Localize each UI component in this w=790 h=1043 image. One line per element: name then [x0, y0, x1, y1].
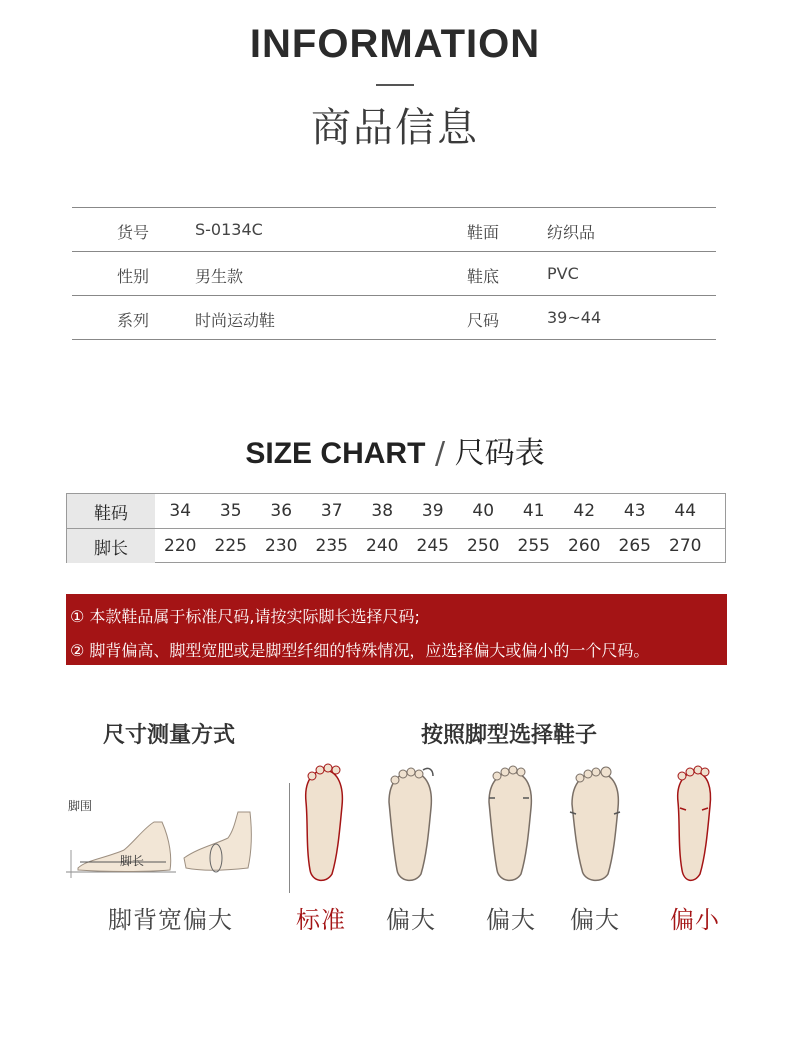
size-chart-title-cn: 尺码表 — [454, 436, 545, 471]
foot-girth-label: 脚围 — [68, 799, 93, 813]
notice-line: ① 本款鞋品属于标准尺码,请按实际脚长选择尺码; — [70, 607, 420, 626]
foot-measure-illustration — [66, 810, 281, 885]
section-divider — [289, 783, 290, 893]
foot-length-cell: 250 — [467, 536, 500, 556]
info-key: 鞋面 — [467, 223, 500, 242]
notice-line: ② 脚背偏高、脚型宽肥或是脚型纤细的特殊情况，应选择偏大或偏小的一个尺码。 — [70, 641, 650, 660]
foot-length-cell: 255 — [517, 536, 550, 556]
page-title-cn: 商品信息 — [311, 105, 479, 151]
caption-larger: 偏大 — [570, 906, 620, 934]
foot-length-cell: 225 — [214, 536, 247, 556]
page-title-en: INFORMATION — [249, 22, 541, 66]
shoe-size-cell: 37 — [320, 501, 343, 521]
caption-larger: 偏大 — [486, 906, 536, 934]
foot-length-cell: 235 — [315, 536, 348, 556]
size-chart-title-separator: / — [434, 436, 446, 471]
info-value: 男生款 — [195, 267, 244, 286]
shoe-size-cell: 40 — [472, 501, 495, 521]
foot-wide-icon — [568, 762, 623, 884]
info-value: PVC — [547, 264, 579, 283]
caption-standard: 标准 — [296, 906, 346, 934]
shoe-size-cell: 34 — [169, 501, 192, 521]
info-key: 性别 — [117, 267, 150, 286]
shoe-size-cell: 39 — [421, 501, 444, 521]
size-row-shoe-size — [67, 494, 725, 528]
info-table — [72, 207, 716, 340]
shoe-size-cell: 35 — [219, 501, 242, 521]
foot-narrow-icon — [668, 762, 718, 884]
info-value: 时尚运动鞋 — [195, 311, 276, 330]
caption-larger: 偏大 — [386, 906, 436, 934]
size-row-foot-length — [67, 528, 725, 563]
size-chart-title-en: SIZE CHART — [245, 437, 426, 470]
foot-length-cell: 260 — [568, 536, 601, 556]
info-key: 鞋底 — [467, 267, 500, 286]
foot-type-title: 按照脚型选择鞋子 — [421, 723, 598, 748]
foot-length-cell: 230 — [265, 536, 298, 556]
foot-wide-top-icon — [483, 762, 538, 884]
foot-standard-icon — [298, 762, 348, 884]
size-chart-title — [0, 428, 790, 472]
foot-length-cell: 240 — [366, 536, 399, 556]
shoe-size-cell: 42 — [573, 501, 596, 521]
notice-banner — [66, 594, 727, 665]
info-row — [72, 208, 716, 252]
size-cells — [155, 501, 711, 521]
foot-length-label: 脚长 — [120, 854, 145, 868]
foot-length-cell: 245 — [416, 536, 449, 556]
shoe-size-cell: 36 — [270, 501, 293, 521]
size-cells — [155, 536, 711, 556]
size-table — [66, 493, 726, 563]
shoe-size-cell: 38 — [371, 501, 394, 521]
foot-length-cell: 270 — [669, 536, 702, 556]
info-row — [72, 296, 716, 340]
info-value: 纺织品 — [547, 223, 596, 242]
caption-wide-instep: 脚背宽偏大 — [108, 906, 233, 934]
caption-smaller: 偏小 — [670, 906, 720, 934]
foot-length-cell: 265 — [618, 536, 651, 556]
shoe-size-cell: 43 — [623, 501, 646, 521]
foot-length-cell: 220 — [164, 536, 197, 556]
info-key: 尺码 — [467, 311, 500, 330]
info-value: S-0134C — [195, 220, 263, 239]
shoe-size-cell: 44 — [674, 501, 697, 521]
info-key: 货号 — [117, 223, 150, 242]
size-row-label: 脚长 — [67, 529, 155, 563]
title-divider — [376, 84, 414, 86]
info-value: 39~44 — [547, 308, 602, 327]
measure-method-title: 尺寸测量方式 — [103, 723, 236, 748]
info-row — [72, 252, 716, 296]
info-key: 系列 — [117, 311, 150, 330]
foot-high-instep-icon — [383, 762, 438, 884]
size-row-label: 鞋码 — [67, 494, 155, 528]
shoe-size-cell: 41 — [522, 501, 545, 521]
